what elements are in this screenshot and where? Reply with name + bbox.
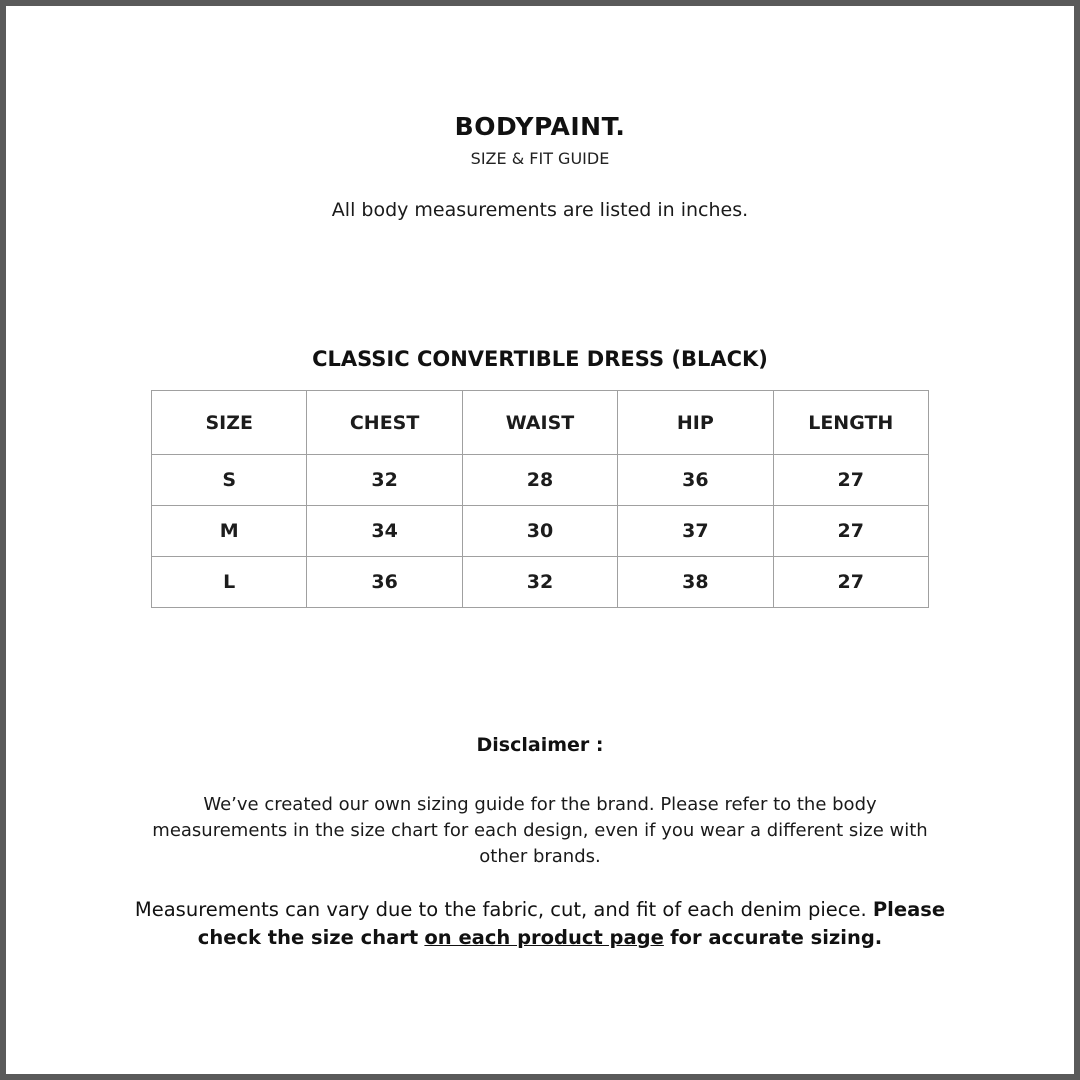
waist-cell: 28 [462,455,617,506]
note-bold-text: Please check the size chart [197,898,946,949]
disclaimer-text: We’ve created our own sizing guide for the brand. Please refer to the body measurements in the size chart for each design, even if you wear a different size with other brands. [152,794,928,867]
brand-title: BODYPAINT. [454,112,626,141]
table-header-row [152,391,929,455]
header-chest: CHEST [307,391,462,455]
length-cell: 27 [773,557,928,608]
measurement-unit-note: All body measurements are listed in inches. [331,199,749,221]
hip-cell: 37 [618,506,773,557]
header-hip: HIP [618,391,773,455]
disclaimer-heading: Disclaimer : [476,734,604,756]
table-row [152,506,929,557]
size-cell: L [152,557,307,608]
size-cell: S [152,455,307,506]
product-page-link[interactable]: on each product page [424,926,664,949]
table-row [152,455,929,506]
chest-cell: 34 [307,506,462,557]
chest-cell: 32 [307,455,462,506]
hip-cell: 38 [618,557,773,608]
size-cell: M [152,506,307,557]
guide-subtitle: SIZE & FIT GUIDE [470,149,610,168]
note-bold-text-end: for accurate sizing. [670,926,883,949]
header-waist: WAIST [462,391,617,455]
hip-cell: 36 [618,455,773,506]
note-regular-text: Measurements can vary due to the fabric, cut, and fit of each denim piece. [134,898,867,921]
product-title: CLASSIC CONVERTIBLE DRESS (BLACK) [312,347,768,371]
size-chart-table [151,390,929,608]
header-size: SIZE [152,391,307,455]
chest-cell: 36 [307,557,462,608]
measurement-variance-note [134,896,946,952]
header-length: LENGTH [773,391,928,455]
waist-cell: 32 [462,557,617,608]
table-row [152,557,929,608]
length-cell: 27 [773,455,928,506]
length-cell: 27 [773,506,928,557]
waist-cell: 30 [462,506,617,557]
